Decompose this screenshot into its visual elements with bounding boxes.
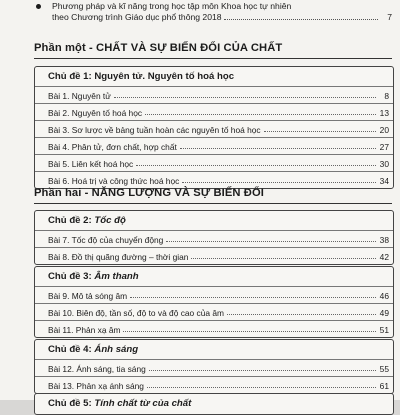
- lesson-row[interactable]: [35, 230, 393, 247]
- leader-dots: [166, 241, 376, 242]
- part-1-title: Phần một - CHẤT VÀ SỰ BIẾN ĐỔI CỦA CHẤT: [34, 42, 283, 54]
- chapter-3-title: [35, 267, 393, 286]
- leader-dots: [264, 131, 376, 132]
- leader-dots: [224, 19, 378, 20]
- lesson-row[interactable]: [35, 376, 393, 393]
- chapter-4-box: [34, 339, 394, 394]
- lesson-row[interactable]: [35, 320, 393, 337]
- lesson-label: Bài 1. Nguyên tử: [48, 91, 111, 101]
- chapter-2-name: Tốc độ: [94, 215, 126, 226]
- lesson-page: 51: [379, 325, 389, 335]
- lesson-label: Bài 9. Mô tả sóng âm: [48, 291, 128, 301]
- lesson-page: 34: [379, 176, 389, 186]
- leader-dots: [130, 297, 376, 298]
- lesson-row[interactable]: [35, 286, 393, 303]
- leader-dots: [123, 331, 376, 332]
- chapter-3-name: Âm thanh: [94, 271, 139, 282]
- lesson-label: Bài 10. Biên độ, tần số, độ to và độ cao của âm: [48, 308, 224, 318]
- leader-dots: [145, 114, 376, 115]
- chapter-1-title: Chủ đề 1: Nguyên tử. Nguyên tố hoá học: [48, 71, 235, 82]
- intro-line-2: theo Chương trình Giáo dục phổ thông 2018: [52, 12, 222, 22]
- chapter-2-title: [35, 211, 393, 230]
- intro-entry[interactable]: [52, 1, 392, 23]
- leader-dots: [136, 165, 376, 166]
- lesson-page: 8: [384, 91, 389, 101]
- lesson-page: 38: [379, 235, 389, 245]
- lesson-label: Bài 11. Phản xạ âm: [48, 325, 121, 335]
- chapter-3-box: [34, 266, 394, 338]
- chapter-5-box: [34, 393, 394, 415]
- lesson-page: 20: [379, 125, 389, 135]
- leader-dots: [114, 97, 376, 98]
- lesson-row[interactable]: [35, 137, 393, 154]
- lesson-label: Bài 2. Nguyên tố hoá học: [48, 108, 143, 118]
- lesson-row[interactable]: [35, 171, 393, 188]
- chapter-3-label: Chủ đề 3:: [48, 271, 92, 282]
- chapter-5-name: Tính chất từ của chất: [94, 398, 192, 409]
- leader-dots: [191, 258, 376, 259]
- lesson-label: Bài 8. Đồ thị quãng đường – thời gian: [48, 252, 189, 262]
- lesson-row[interactable]: [35, 359, 393, 376]
- lesson-label: Bài 6. Hoá trị và công thức hoá học: [48, 176, 180, 186]
- lesson-page: 46: [379, 291, 389, 301]
- lesson-page: 55: [379, 364, 389, 374]
- lesson-label: Bài 3. Sơ lược về bảng tuần hoàn các nguyên tố hoá học: [48, 125, 261, 135]
- leader-dots: [182, 182, 376, 183]
- leader-dots: [180, 148, 376, 149]
- intro-line-1: Phương pháp và kĩ năng trong học tập môn Khoa học tự nhiên: [52, 1, 292, 11]
- chapter-2-box: [34, 210, 394, 265]
- intro-page-number: 7: [387, 12, 392, 22]
- lesson-page: 30: [379, 159, 389, 169]
- lesson-label: Bài 13. Phản xạ ánh sáng: [48, 381, 144, 391]
- leader-dots: [147, 387, 376, 388]
- chapter-1-box: [34, 66, 394, 189]
- divider: [34, 203, 392, 204]
- chapter-5-title: [35, 394, 393, 413]
- lesson-label: Bài 4. Phân tử, đơn chất, hợp chất: [48, 142, 177, 152]
- leader-dots: [149, 370, 376, 371]
- chapter-2-label: Chủ đề 2:: [48, 215, 92, 226]
- lesson-page: 49: [379, 308, 389, 318]
- part-2-title: Phần hai - NĂNG LƯỢNG VÀ SỰ BIẾN ĐỔI: [34, 187, 264, 199]
- lesson-row[interactable]: [35, 303, 393, 320]
- lesson-label: Bài 12. Ánh sáng, tia sáng: [48, 364, 146, 374]
- leader-dots: [227, 314, 376, 315]
- lesson-page: 61: [379, 381, 389, 391]
- divider: [34, 58, 392, 59]
- lesson-row[interactable]: [35, 120, 393, 137]
- lesson-page: 42: [379, 252, 389, 262]
- lesson-row[interactable]: [35, 103, 393, 120]
- chapter-4-label: Chủ đề 4:: [48, 344, 92, 355]
- chapter-1-lessons: [35, 86, 393, 188]
- lesson-row[interactable]: [35, 86, 393, 103]
- lesson-page: 27: [379, 142, 389, 152]
- lesson-row[interactable]: [35, 247, 393, 264]
- chapter-4-title: [35, 340, 393, 359]
- lesson-page: 13: [379, 108, 389, 118]
- lesson-label: Bài 7. Tốc độ của chuyển động: [48, 235, 164, 245]
- bullet-icon: [36, 4, 41, 9]
- lesson-label: Bài 5. Liên kết hoá học: [48, 159, 134, 169]
- lesson-row[interactable]: [35, 154, 393, 171]
- chapter-4-name: Ánh sáng: [94, 344, 139, 355]
- chapter-5-label: Chủ đề 5:: [48, 398, 92, 409]
